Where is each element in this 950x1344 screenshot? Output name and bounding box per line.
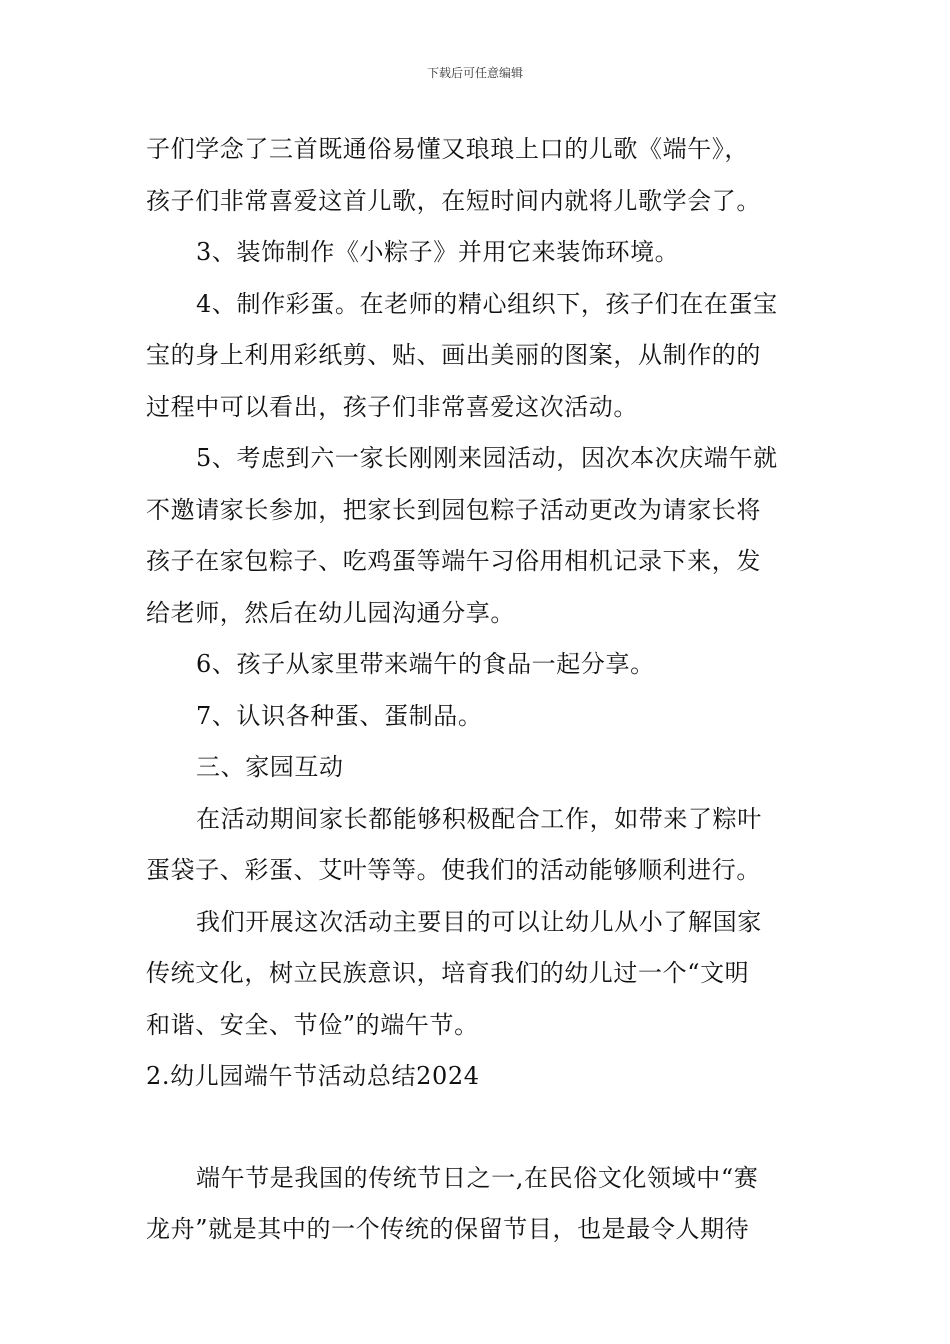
text-line: 和谐、安全、节俭”的端午节。 — [146, 1010, 479, 1039]
page-header: 下载后可任意编辑 — [426, 66, 523, 80]
paragraph-parent-cooperation — [146, 794, 816, 897]
paragraph-item-4 — [146, 279, 816, 434]
text-line: 不邀请家长参加，把家长到园包粽子活动更改为请家长将 — [146, 495, 761, 524]
section-title: 2.幼儿园端午节活动总结2024 — [146, 1062, 480, 1090]
paragraph-item-7 — [146, 691, 816, 743]
text-line: 龙舟”就是其中的一个传统的保留节目，也是最令人期待 — [146, 1215, 750, 1243]
text-line: 5、考虑到六一家长刚刚来园活动，因次本次庆端午就 — [196, 444, 778, 472]
text-line: 给老师，然后在幼儿园沟通分享。 — [146, 598, 515, 627]
text-line: 三、家园互动 — [196, 753, 344, 781]
paragraph-item-5 — [146, 433, 816, 639]
text-line: 在活动期间家长都能够积极配合工作，如带来了粽叶 — [196, 804, 762, 833]
text-line: 孩子在家包粽子、吃鸡蛋等端午习俗用相机记录下来，发 — [146, 547, 761, 575]
text-line: 传统文化，树立民族意识，培育我们的幼儿过一个“文明 — [146, 959, 750, 987]
text-line: 过程中可以看出，孩子们非常喜爱这次活动。 — [146, 392, 638, 421]
section-spacer — [146, 1103, 816, 1153]
document-body — [146, 124, 816, 1256]
text-line: 我们开展这次活动主要目的可以让幼儿从小了解国家 — [196, 907, 762, 936]
paragraph-intro — [146, 1153, 816, 1256]
subheading-home-school — [146, 742, 816, 794]
paragraph-item-6 — [146, 639, 816, 691]
text-line: 3、装饰制作《小粽子》并用它来装饰环境。 — [196, 238, 680, 266]
text-line: 宝的身上利用彩纸剪、贴、画出美丽的图案，从制作的的 — [146, 341, 761, 369]
text-line: 6、孩子从家里带来端午的食品一起分享。 — [196, 650, 655, 678]
text-line: 子们学念了三首既通俗易懂又琅琅上口的儿歌《端午》， — [146, 135, 749, 163]
text-line: 7、认识各种蛋、蛋制品。 — [196, 701, 483, 730]
text-line: 蛋袋子、彩蛋、艾叶等等。使我们的活动能够顺利进行。 — [146, 856, 761, 884]
paragraph-continuation — [146, 124, 816, 227]
paragraph-purpose — [146, 897, 816, 1052]
text-line: 4、制作彩蛋。在老师的精心组织下，孩子们在在蛋宝 — [196, 289, 778, 318]
text-line: 端午节是我国的传统节日之一,在民俗文化领域中“赛 — [196, 1163, 759, 1192]
text-line: 孩子们非常喜爱这首儿歌，在短时间内就将儿歌学会了。 — [146, 186, 761, 215]
paragraph-item-3 — [146, 227, 816, 279]
